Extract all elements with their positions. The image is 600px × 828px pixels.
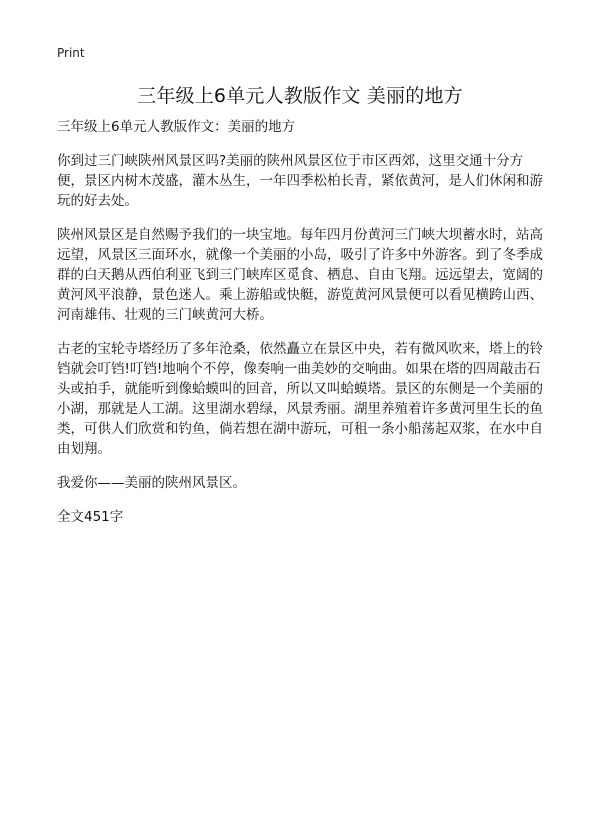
print-link[interactable]: Print — [57, 46, 85, 60]
paragraph-2: 陕州风景区是自然赐予我们的一块宝地。每年四月份黄河三门峡大坝蓄水时，站高远望，风景区三面环水，就像一个美丽的小岛，吸引了许多中外游客。到了冬季成群的白天鹅从西伯利亚飞到三门峡库区觅食、栖息、自由飞翔。远远望去，宽阔的黄河风平浪静，景色迷人。乘上游船或快艇，游览黄河风景便可以看见横跨山西、河南雄伟、壮观的三门峡黄河大桥。 — [57, 227, 543, 323]
word-count: 全文451字 — [57, 509, 124, 525]
page-title: 三年级上6单元人教版作文 美丽的地方 — [137, 85, 463, 107]
paragraph-4: 我爱你——美丽的陕州风景区。 — [57, 475, 246, 491]
article-subtitle: 三年级上6单元人教版作文：美丽的地方 — [57, 119, 296, 135]
article-body — [57, 117, 547, 541]
paragraph-1: 你到过三门峡陕州风景区吗?美丽的陕州风景区位于市区西郊，这里交通十分方便，景区内树木茂盛，灌木丛生，一年四季松柏长青，紧依黄河，是人们休闲和游玩的好去处。 — [57, 153, 543, 209]
paragraph-3: 古老的宝轮寺塔经历了多年沧桑，依然矗立在景区中央，若有微风吹来，塔上的铃铛就会叮铛!叮铛!地响个不停，像奏响一曲美妙的交响曲。如果在塔的四周敲击石头或拍手，就能听到像蛤蟆叫的回音，所以又叫蛤蟆塔。景区的东侧是一个美丽的小湖，那就是人工湖。这里湖水碧绿，风景秀丽。湖里养殖着许多黄河里生长的鱼类，可供人们欣赏和钓鱼，倘若想在湖中游玩，可租一条小船荡起双浆，在水中自由划翔。 — [57, 341, 543, 457]
